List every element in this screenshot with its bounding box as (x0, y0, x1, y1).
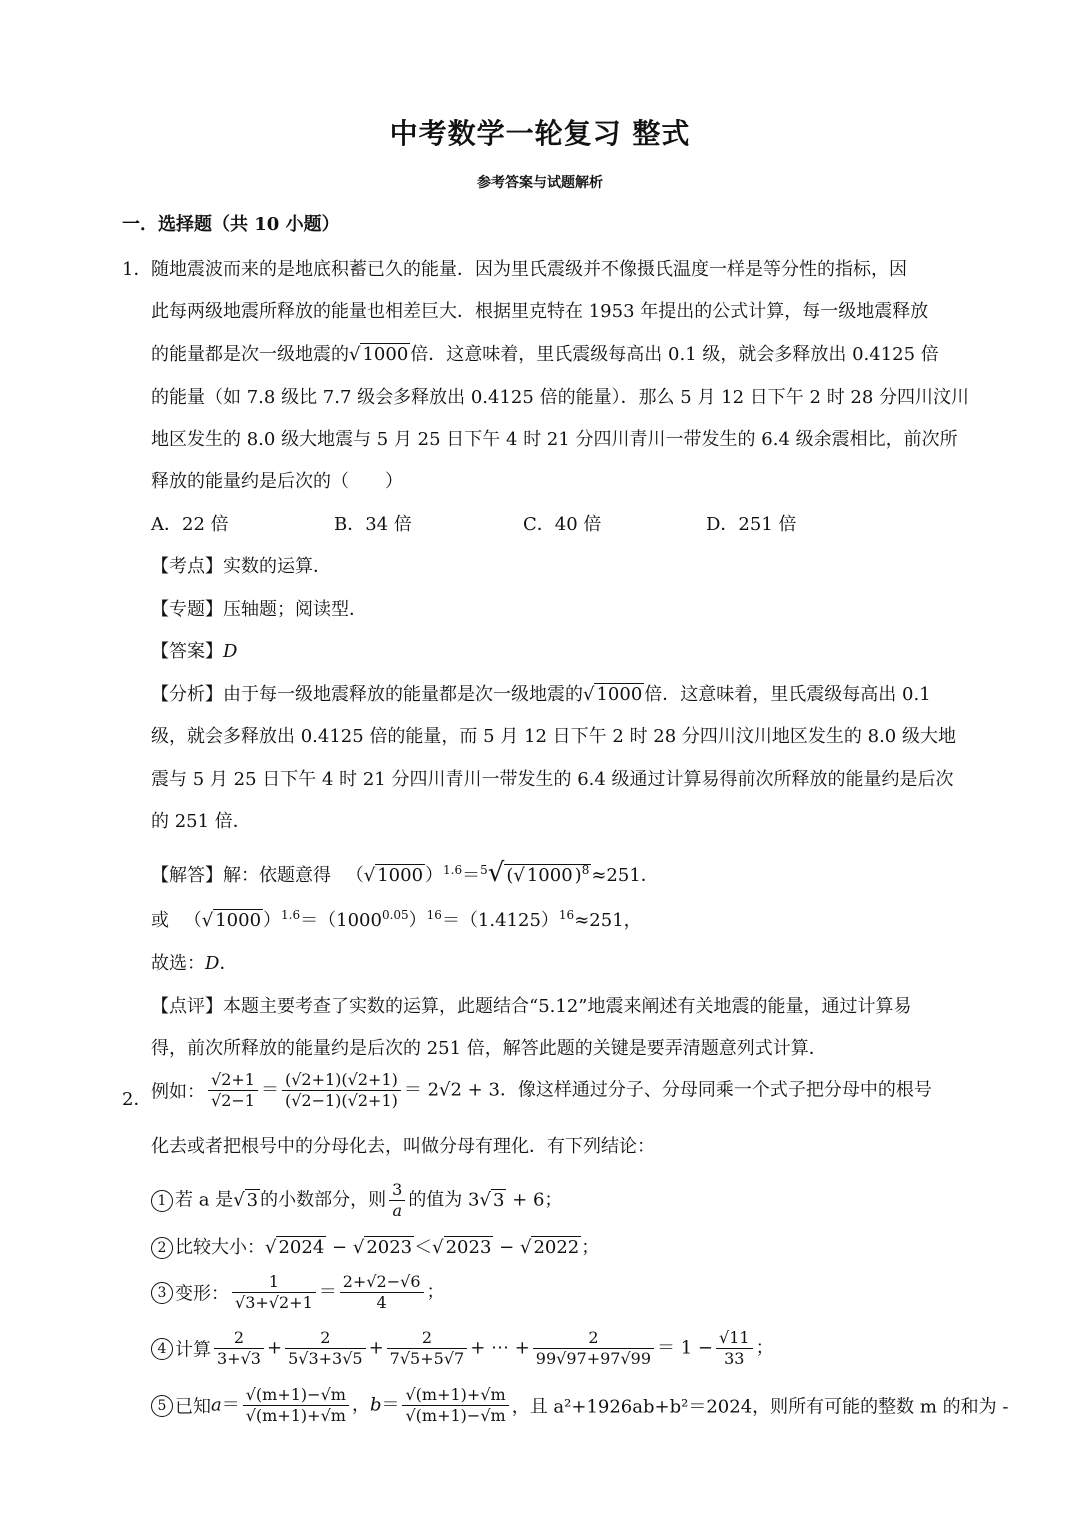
q1-fenxi-4: 的 251 倍． (151, 811, 251, 832)
q2-item-4: 4 计算 $\frac{2}{3+√3}$ + $\frac{2}{5√3+3√5}$ + $\frac{2}{7√5+5√7}$ + ⋯ + $\frac{2}{99√97+97√99}$ ＝ 1 − $\frac{√11}{33}$ ； (151, 1328, 774, 1369)
fenxi-text-b: 倍．这意味着，里氏震级每高出 0.1 (644, 684, 931, 705)
choice-a: A．22 倍 (151, 514, 229, 535)
q2-item-3: 3 变形： $\frac{1}{√3+√2+1}$ ＝ $\frac{2+√2-√6}{4}$ ； (151, 1272, 445, 1313)
q1-fenxi-1 (151, 680, 931, 706)
fifth-root: √ (√ 1000 )$^8$ (487, 858, 590, 888)
answer-label: 【答案】 (151, 641, 223, 662)
section-heading: 一．选择题（共 10 小题） (122, 214, 340, 235)
q1-guxuan: 故选：D． (151, 953, 238, 974)
root-index: 5 (480, 863, 488, 877)
q1-line-2: 此每两级地震所释放的能量也相差巨大．根据里克特在 1953 年提出的公式计算，每一级地震释放 (151, 301, 929, 322)
sqrt-1000: √ 1000 (349, 344, 409, 365)
fenxi-text-a: 【分析】由于每一级地震释放的能量都是次一级地震的 (151, 684, 583, 705)
q1-jieda: 【解答】解：依题意得 （√ 1000 ）$^{1.6}$＝$^5$√ (√ 1000 )$^8$ ≈251． (151, 858, 659, 888)
q1-line-3a: 的能量都是次一级地震的 (151, 344, 349, 365)
sqrt-1000: √ 1000 (363, 865, 424, 886)
q1-fenxi-2: 级，就会多释放出 0.4125 倍的能量，而 5 月 12 日下午 2 时 28 分四川汶川地区发生的 8.0 级大地 (151, 726, 956, 747)
q1-line-3b: 倍．这意味着，里氏震级每高出 0.1 级，就会多释放出 0.4125 倍 (410, 344, 939, 365)
q2-item-1: 1 若 a 是√ 3 的小数部分，则 $\frac{3}{a}$ 的值为 3√ 3 + 6； (151, 1180, 562, 1221)
q1-line-4: 的能量（如 7.8 级比 7.7 级会多释放出 0.4125 倍的能量）．那么 5 月 12 日下午 2 时 28 分四川汶川 (151, 387, 970, 408)
q1-zhuanti: 【专题】压轴题；阅读型． (151, 599, 367, 620)
q1-answer (151, 637, 237, 663)
circle-number-3: 3 (151, 1282, 173, 1304)
q2-line-2: 化去或者把根号中的分母化去，叫做分母有理化．有下列结论： (151, 1136, 655, 1157)
circle-number-5: 5 (151, 1395, 173, 1417)
page-subtitle: 参考答案与试题解析 (477, 175, 603, 191)
q1-dianping-2: 得，前次所释放的能量约是后次的 251 倍，解答此题的关键是要弄清题意列式计算． (151, 1038, 827, 1059)
example-fraction-1: $\frac{√2+1}{√2-1}$ (208, 1070, 258, 1111)
q2-item-2: 2 比较大小：√ 2024 − √ 2023 ＜√ 2023 − √ 2022 ； (151, 1233, 599, 1259)
or-prefix: 或 (151, 910, 169, 931)
q1-kaodian: 【考点】实数的运算． (151, 556, 331, 577)
q2-intro: 例如： $\frac{√2+1}{√2-1}$ ＝ $\frac{(√2+1)(√2+1)}{(√2-1)(√2+1)}$ ＝ 2√2 + 3．像这样通过分子、分母同乘一个式子把分母中的根号 (151, 1070, 932, 1110)
page-title: 中考数学一轮复习 整式 (389, 117, 691, 150)
example-fraction-2: $\frac{(√2+1)(√2+1)}{(√2-1)(√2+1)}$ (282, 1070, 401, 1111)
q1-line-6: 释放的能量约是后次的（ ） (151, 471, 403, 492)
choice-b: B．34 倍 (334, 514, 412, 535)
question-1-number: 1． (122, 259, 152, 280)
q1-line-3 (151, 340, 939, 366)
circle-number-1: 1 (151, 1190, 173, 1212)
q1-line-5: 地区发生的 8.0 级大地震与 5 月 25 日下午 4 时 21 分四川青川一带发生的 6.4 级余震相比，前次所 (151, 429, 958, 450)
jieda-result: ≈251． (591, 865, 659, 886)
q1-dianping-1: 【点评】本题主要考查了实数的运算，此题结合“5.12”地震来阐述有关地震的能量，通过计算易 (151, 996, 912, 1017)
answer-value: D (223, 641, 238, 662)
q1-line-1: 随地震波而来的是地底积蓄已久的能量．因为里氏震级并不像摄氏温度一样是等分性的指标，因 (151, 259, 907, 280)
sqrt-1000: √ 1000 (583, 684, 643, 705)
q1-or-line: 或 （√ 1000 ）$^{1.6}=(1000^{0.05})^{16}=(1.4125)^{16}\approx 251$， (151, 908, 642, 931)
choice-c: C．40 倍 (523, 514, 602, 535)
exponent: 1.6 (443, 863, 463, 877)
sqrt-1000: √ 1000 (201, 910, 262, 931)
q1-fenxi-3: 震与 5 月 25 日下午 4 时 21 分四川青川一带发生的 6.4 级通过计算易得前次所释放的能量约是后次 (151, 769, 954, 790)
q2-item-5: 5 已知a＝ $\frac{√(m+1)-√m}{√(m+1)+√m}$ ，b＝ $\frac{√(m+1)+√m}{√(m+1)-√m}$ ，且 a²+1926ab+b²＝2024，则所有可能的整数 m 的和为 - (151, 1385, 1008, 1426)
jieda-label: 【解答】解：依题意得 (151, 865, 331, 886)
circle-number-4: 4 (151, 1338, 173, 1360)
choice-d: D．251 倍 (706, 514, 797, 535)
circle-number-2: 2 (151, 1237, 173, 1259)
question-2-number: 2． (122, 1089, 152, 1110)
